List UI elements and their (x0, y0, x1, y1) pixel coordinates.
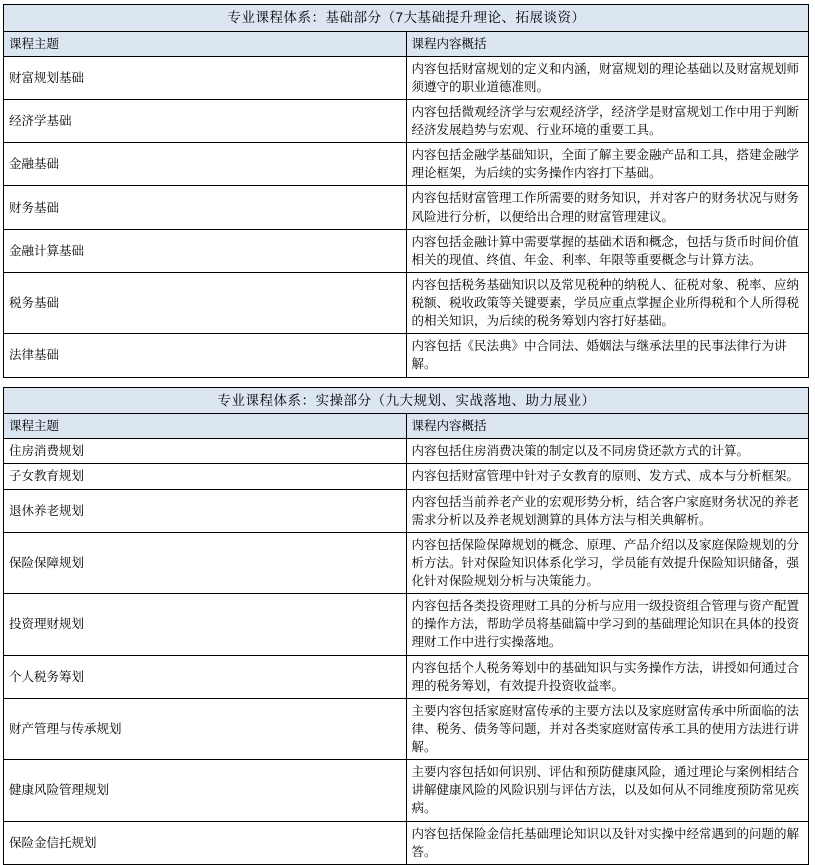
table-banner-practical (4, 387, 809, 414)
course-topic: 住房消费规划 (4, 439, 407, 464)
table-row (4, 229, 809, 272)
course-description: 内容包括金融计算中需要掌握的基础术语和概念，包括与货币时间价值相关的现值、终值、年金、利率、年限等重要概念与计算方法。 (406, 229, 809, 272)
table-row (4, 532, 809, 593)
table-row (4, 489, 809, 532)
course-description: 内容包括保险保障规划的概念、原理、产品介绍以及家庭保险规划的分析方法。针对保险知识体系化学习，学员能有效提升保险知识储备，强化针对保险规划分析与决策能力。 (406, 532, 809, 593)
column-header-description: 课程内容概括 (406, 414, 809, 439)
course-description: 内容包括财富规划的定义和内涵，财富规划的理论基础以及财富规划师须遵守的职业道德准则。 (406, 56, 809, 99)
course-topic: 财务基础 (4, 186, 407, 229)
course-table-practical (3, 387, 809, 865)
table-row (4, 698, 809, 759)
course-topic: 税务基础 (4, 272, 407, 333)
table-header-row-basic (4, 31, 809, 56)
course-topic: 经济学基础 (4, 99, 407, 142)
course-topic: 财产管理与传承规划 (4, 698, 407, 759)
course-description: 内容包括保险金信托基础理论知识以及针对实操中经常遇到的问题的解答。 (406, 821, 809, 864)
course-description: 内容包括《民法典》中合同法、婚姻法与继承法里的民事法律行为讲解。 (406, 334, 809, 377)
table-banner-basic (4, 5, 809, 32)
course-description: 内容包括金融学基础知识，全面了解主要金融产品和工具，搭建金融学理论框架，为后续的实务操作内容打下基础。 (406, 143, 809, 186)
course-description: 内容包括当前养老产业的宏观形势分析，结合客户家庭财务状况的养老需求分析以及养老规划测算的具体方法与相关典解析。 (406, 489, 809, 532)
course-topic: 保险保障规划 (4, 532, 407, 593)
course-topic: 金融基础 (4, 143, 407, 186)
table-row (4, 655, 809, 698)
course-description: 内容包括个人税务筹划中的基础知识与实务操作方法，讲授如何通过合理的税务筹划，有效提升投资收益率。 (406, 655, 809, 698)
banner-title-practical: 专业课程体系：实操部分（九大规划、实战落地、助力展业） (4, 387, 809, 414)
course-description: 主要内容包括家庭财富传承的主要方法以及家庭财富传承中所面临的法律、税务、债务等问题，并对各类家庭财富传承工具的使用方法进行讲解。 (406, 698, 809, 759)
table-row (4, 439, 809, 464)
column-header-description: 课程内容概括 (406, 31, 809, 56)
course-description: 内容包括住房消费决策的制定以及不同房贷还款方式的计算。 (406, 439, 809, 464)
course-topic: 健康风险管理规划 (4, 760, 407, 821)
course-table-basic (3, 4, 809, 378)
course-description: 内容包括税务基础知识以及常见税种的纳税人、征税对象、税率、应纳税额、税收政策等关键要素，学员应重点掌握企业所得税和个人所得税的相关知识，为后续的税务筹划内容打好基础。 (406, 272, 809, 333)
table-row (4, 334, 809, 377)
course-topic: 投资理财规划 (4, 594, 407, 655)
course-topic: 保险金信托规划 (4, 821, 407, 864)
table-header-row-practical (4, 414, 809, 439)
table-row (4, 99, 809, 142)
table-row (4, 56, 809, 99)
course-description: 内容包括财富管理工作所需要的财务知识，并对客户的财务状况与财务风险进行分析，以便给出合理的财富管理建议。 (406, 186, 809, 229)
course-topic: 个人税务筹划 (4, 655, 407, 698)
table-row (4, 821, 809, 864)
table-spacer (3, 378, 812, 387)
table-row (4, 143, 809, 186)
course-topic: 财富规划基础 (4, 56, 407, 99)
course-description: 内容包括财富管理中针对子女教育的原则、发方式、成本与分析框架。 (406, 464, 809, 489)
course-topic: 法律基础 (4, 334, 407, 377)
course-topic: 子女教育规划 (4, 464, 407, 489)
course-description: 内容包括微观经济学与宏观经济学，经济学是财富规划工作中用于判断经济发展趋势与宏观、行业环境的重要工具。 (406, 99, 809, 142)
banner-title-basic: 专业课程体系：基础部分（7大基础提升理论、拓展谈资） (4, 5, 809, 32)
column-header-topic: 课程主题 (4, 31, 407, 56)
table-row (4, 186, 809, 229)
column-header-topic: 课程主题 (4, 414, 407, 439)
course-topic: 退休养老规划 (4, 489, 407, 532)
table-row (4, 760, 809, 821)
course-description: 内容包括各类投资理财工具的分析与应用一级投资组合管理与资产配置的操作方法，帮助学员将基础篇中学习到的基础理论知识在具体的投资理财工作中进行实操落地。 (406, 594, 809, 655)
course-description: 主要内容包括如何识别、评估和预防健康风险，通过理论与案例相结合讲解健康风险的风险识别与评估方法，以及如何从不同维度预防常见疾病。 (406, 760, 809, 821)
table-row (4, 272, 809, 333)
table-row (4, 464, 809, 489)
course-topic: 金融计算基础 (4, 229, 407, 272)
table-row (4, 594, 809, 655)
